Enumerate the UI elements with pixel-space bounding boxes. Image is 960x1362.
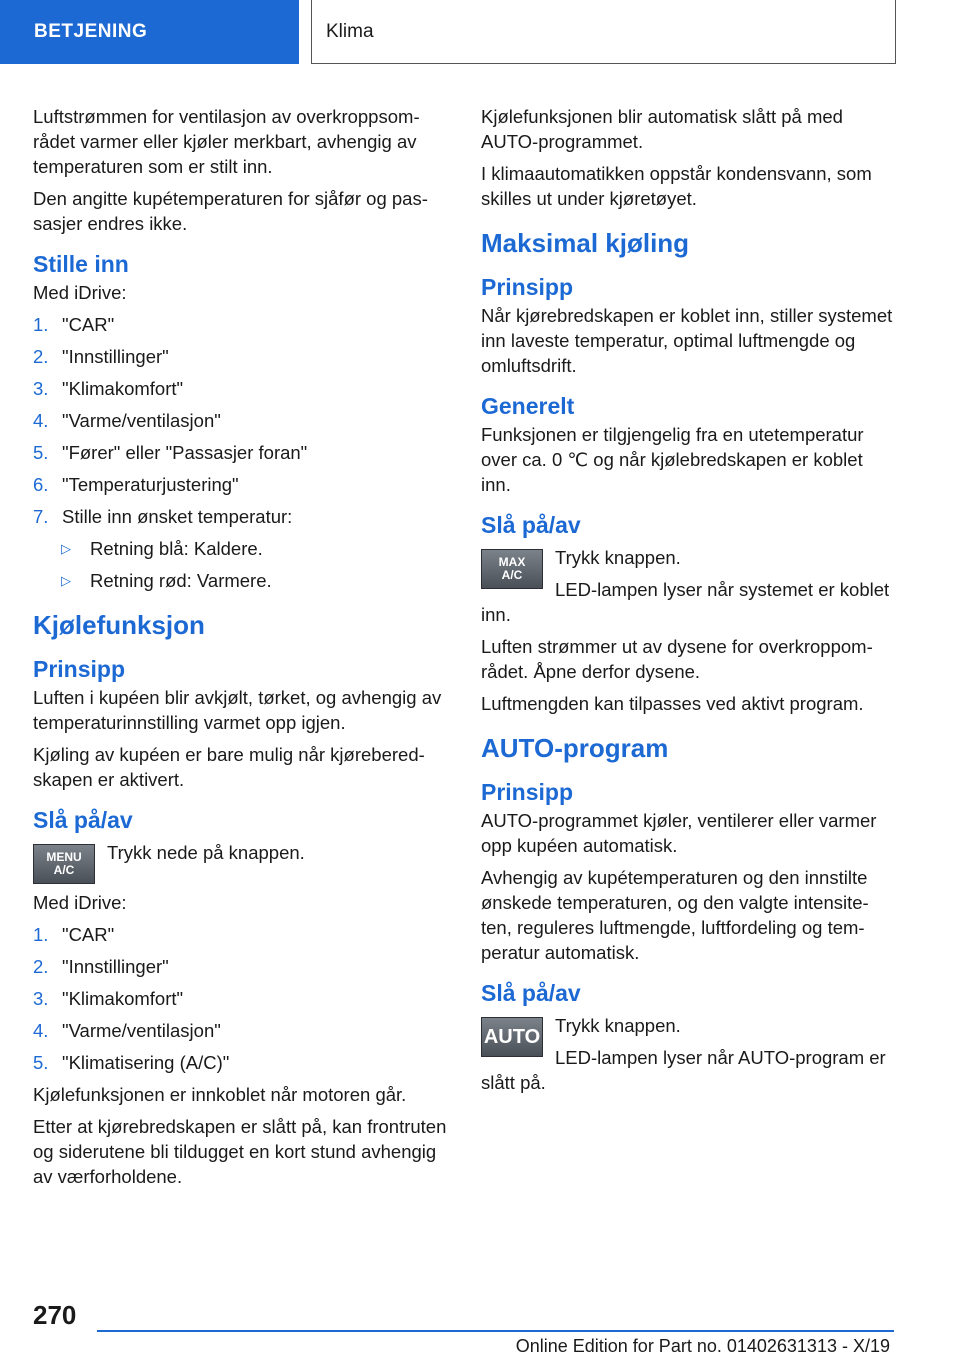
- heading-stille-inn: Stille inn: [33, 251, 129, 277]
- paragraph: Den angitte kupétemperaturen for sjåfør og passasjer endres ikke.: [33, 188, 428, 234]
- list-item: [33, 568, 451, 593]
- step-list-1: [33, 312, 451, 529]
- list-item: [33, 376, 451, 401]
- paragraph: Luften i kupéen blir avkjølt, tørket, og avhengig av temperaturinnstilling varmet opp igjen.: [33, 687, 442, 733]
- step-text: "Varme/ventilasjon": [62, 1020, 221, 1041]
- edition-note: Online Edition for Part no. 01402631313 - X/19: [515, 1336, 890, 1356]
- step-number: 3.: [33, 988, 49, 1009]
- step-number: 1.: [33, 314, 49, 335]
- heading-prinsipp: Prinsipp: [33, 656, 126, 682]
- step-number: 7.: [33, 506, 49, 527]
- step-text: "Temperaturjustering": [62, 474, 239, 495]
- step-number: 1.: [33, 924, 49, 945]
- paragraph: Luften strømmer ut av dysene for overkroppområdet. Åpne derfor dysene.: [481, 636, 873, 682]
- heading-prinsipp: Prinsipp: [481, 274, 574, 300]
- sub-step-text: Retning blå: Kaldere.: [90, 538, 263, 559]
- icon-label: A/C: [53, 863, 75, 877]
- triangle-bullet-icon: ▷: [61, 541, 71, 556]
- step-text: "Klimakomfort": [62, 988, 184, 1009]
- list-item: [33, 440, 451, 465]
- icon-label: MENU: [46, 850, 82, 864]
- paragraph: Trykk knappen.: [555, 1015, 681, 1036]
- step-number: 4.: [33, 410, 49, 431]
- icon-label: AUTO: [483, 1026, 541, 1048]
- list-item: [33, 1050, 451, 1075]
- heading-sla-pa-av: Slå på/av: [33, 807, 133, 833]
- heading-prinsipp: Prinsipp: [481, 779, 574, 805]
- triangle-bullet-icon: ▷: [61, 573, 71, 588]
- paragraph: AUTO-programmet kjøler, ventilerer eller varmer opp kupéen automatisk.: [481, 810, 877, 856]
- left-column: [33, 104, 451, 1196]
- paragraph: Luftmengden kan tilpasses ved aktivt program.: [481, 693, 864, 714]
- paragraph: Med iDrive:: [33, 282, 127, 303]
- menu-ac-button-icon: [33, 844, 95, 884]
- list-item: [33, 472, 451, 497]
- step-number: 4.: [33, 1020, 49, 1041]
- icon-label: A/C: [501, 568, 523, 582]
- list-item: [33, 504, 451, 529]
- heading-maksimal-kjoling: Maksimal kjøling: [481, 228, 690, 258]
- step-number: 6.: [33, 474, 49, 495]
- heading-auto-program: AUTO-program: [481, 733, 669, 763]
- auto-button-icon: [481, 1017, 543, 1057]
- paragraph: Med iDrive:: [33, 892, 127, 913]
- heading-kjolefunksjon: Kjølefunksjon: [33, 610, 205, 640]
- list-item: [33, 312, 451, 337]
- step-text: "Klimatisering (A/C)": [62, 1052, 230, 1073]
- page-number: 270: [33, 1300, 77, 1330]
- paragraph: LED-lampen lyser når AUTO-program er slått på.: [481, 1047, 886, 1093]
- paragraph: Luftstrømmen for ventilasjon av overkroppsområdet varmer eller kjøler merkbart, avhengig av temperaturen som er stilt inn.: [33, 106, 420, 177]
- paragraph: I klimaautomatikken oppstår kondensvann, som skilles ut under kjøretøyet.: [481, 163, 872, 209]
- chapter-title: Klima: [311, 0, 896, 64]
- heading-sla-pa-av: Slå på/av: [481, 980, 581, 1006]
- paragraph: Trykk nede på knappen.: [107, 842, 305, 863]
- step-number: 2.: [33, 346, 49, 367]
- step-text: "Innstillinger": [62, 956, 169, 977]
- step-number: 5.: [33, 442, 49, 463]
- section-tab: BETJENING: [0, 0, 299, 64]
- paragraph: LED-lampen lyser når systemet er koblet inn.: [481, 579, 890, 625]
- list-item: [33, 536, 451, 561]
- step-number: 3.: [33, 378, 49, 399]
- paragraph: Når kjørebredskapen er koblet inn, stiller systemet inn laveste temperatur, optimal luftmengde og omluftsdrift.: [481, 305, 893, 376]
- list-item: [33, 1018, 451, 1043]
- step-number: 2.: [33, 956, 49, 977]
- max-ac-button-icon: [481, 549, 543, 589]
- step-text: "Innstillinger": [62, 346, 169, 367]
- paragraph: Etter at kjørebredskapen er slått på, kan frontruten og siderutene bli tildugget en kort stund avhengig av værforholdene.: [33, 1116, 447, 1187]
- step-text: "Varme/ventilasjon": [62, 410, 221, 431]
- button-instruction: [33, 840, 451, 884]
- step-text: "CAR": [62, 314, 115, 335]
- sub-step-list: [33, 536, 451, 593]
- paragraph: Trykk knappen.: [555, 547, 681, 568]
- paragraph: Avhengig av kupétemperaturen og den innstilte ønskede temperaturen, og den valgte intensiteten, reguleres luftmengde, luftfordeling og temperatur automatisk.: [481, 867, 869, 963]
- list-item: [33, 986, 451, 1011]
- step-list-2: [33, 922, 451, 1075]
- paragraph: Kjøling av kupéen er bare mulig når kjøreberedskapen er aktivert.: [33, 744, 425, 790]
- list-item: [33, 408, 451, 433]
- icon-label: MAX: [498, 555, 526, 569]
- step-number: 5.: [33, 1052, 49, 1073]
- paragraph: Funksjonen er tilgjengelig fra en utetemperatur over ca. 0 ℃ og når kjølebredskapen er koblet inn.: [481, 424, 864, 495]
- paragraph: Kjølefunksjonen er innkoblet når motoren går.: [33, 1084, 407, 1105]
- paragraph: Kjølefunksjonen blir automatisk slått på med AUTO-programmet.: [481, 106, 843, 152]
- button-instruction: [481, 1013, 893, 1095]
- heading-sla-pa-av: Slå på/av: [481, 512, 581, 538]
- list-item: [33, 954, 451, 979]
- step-text: Stille inn ønsket temperatur:: [62, 506, 293, 527]
- step-text: "Fører" eller "Passasjer foran": [62, 442, 308, 463]
- heading-generelt: Generelt: [481, 393, 575, 419]
- button-instruction: [481, 545, 893, 627]
- step-text: "CAR": [62, 924, 115, 945]
- step-text: "Klimakomfort": [62, 378, 184, 399]
- right-column: [481, 104, 893, 1102]
- footer-divider: [97, 1330, 894, 1332]
- list-item: [33, 922, 451, 947]
- list-item: [33, 344, 451, 369]
- sub-step-text: Retning rød: Varmere.: [90, 570, 272, 591]
